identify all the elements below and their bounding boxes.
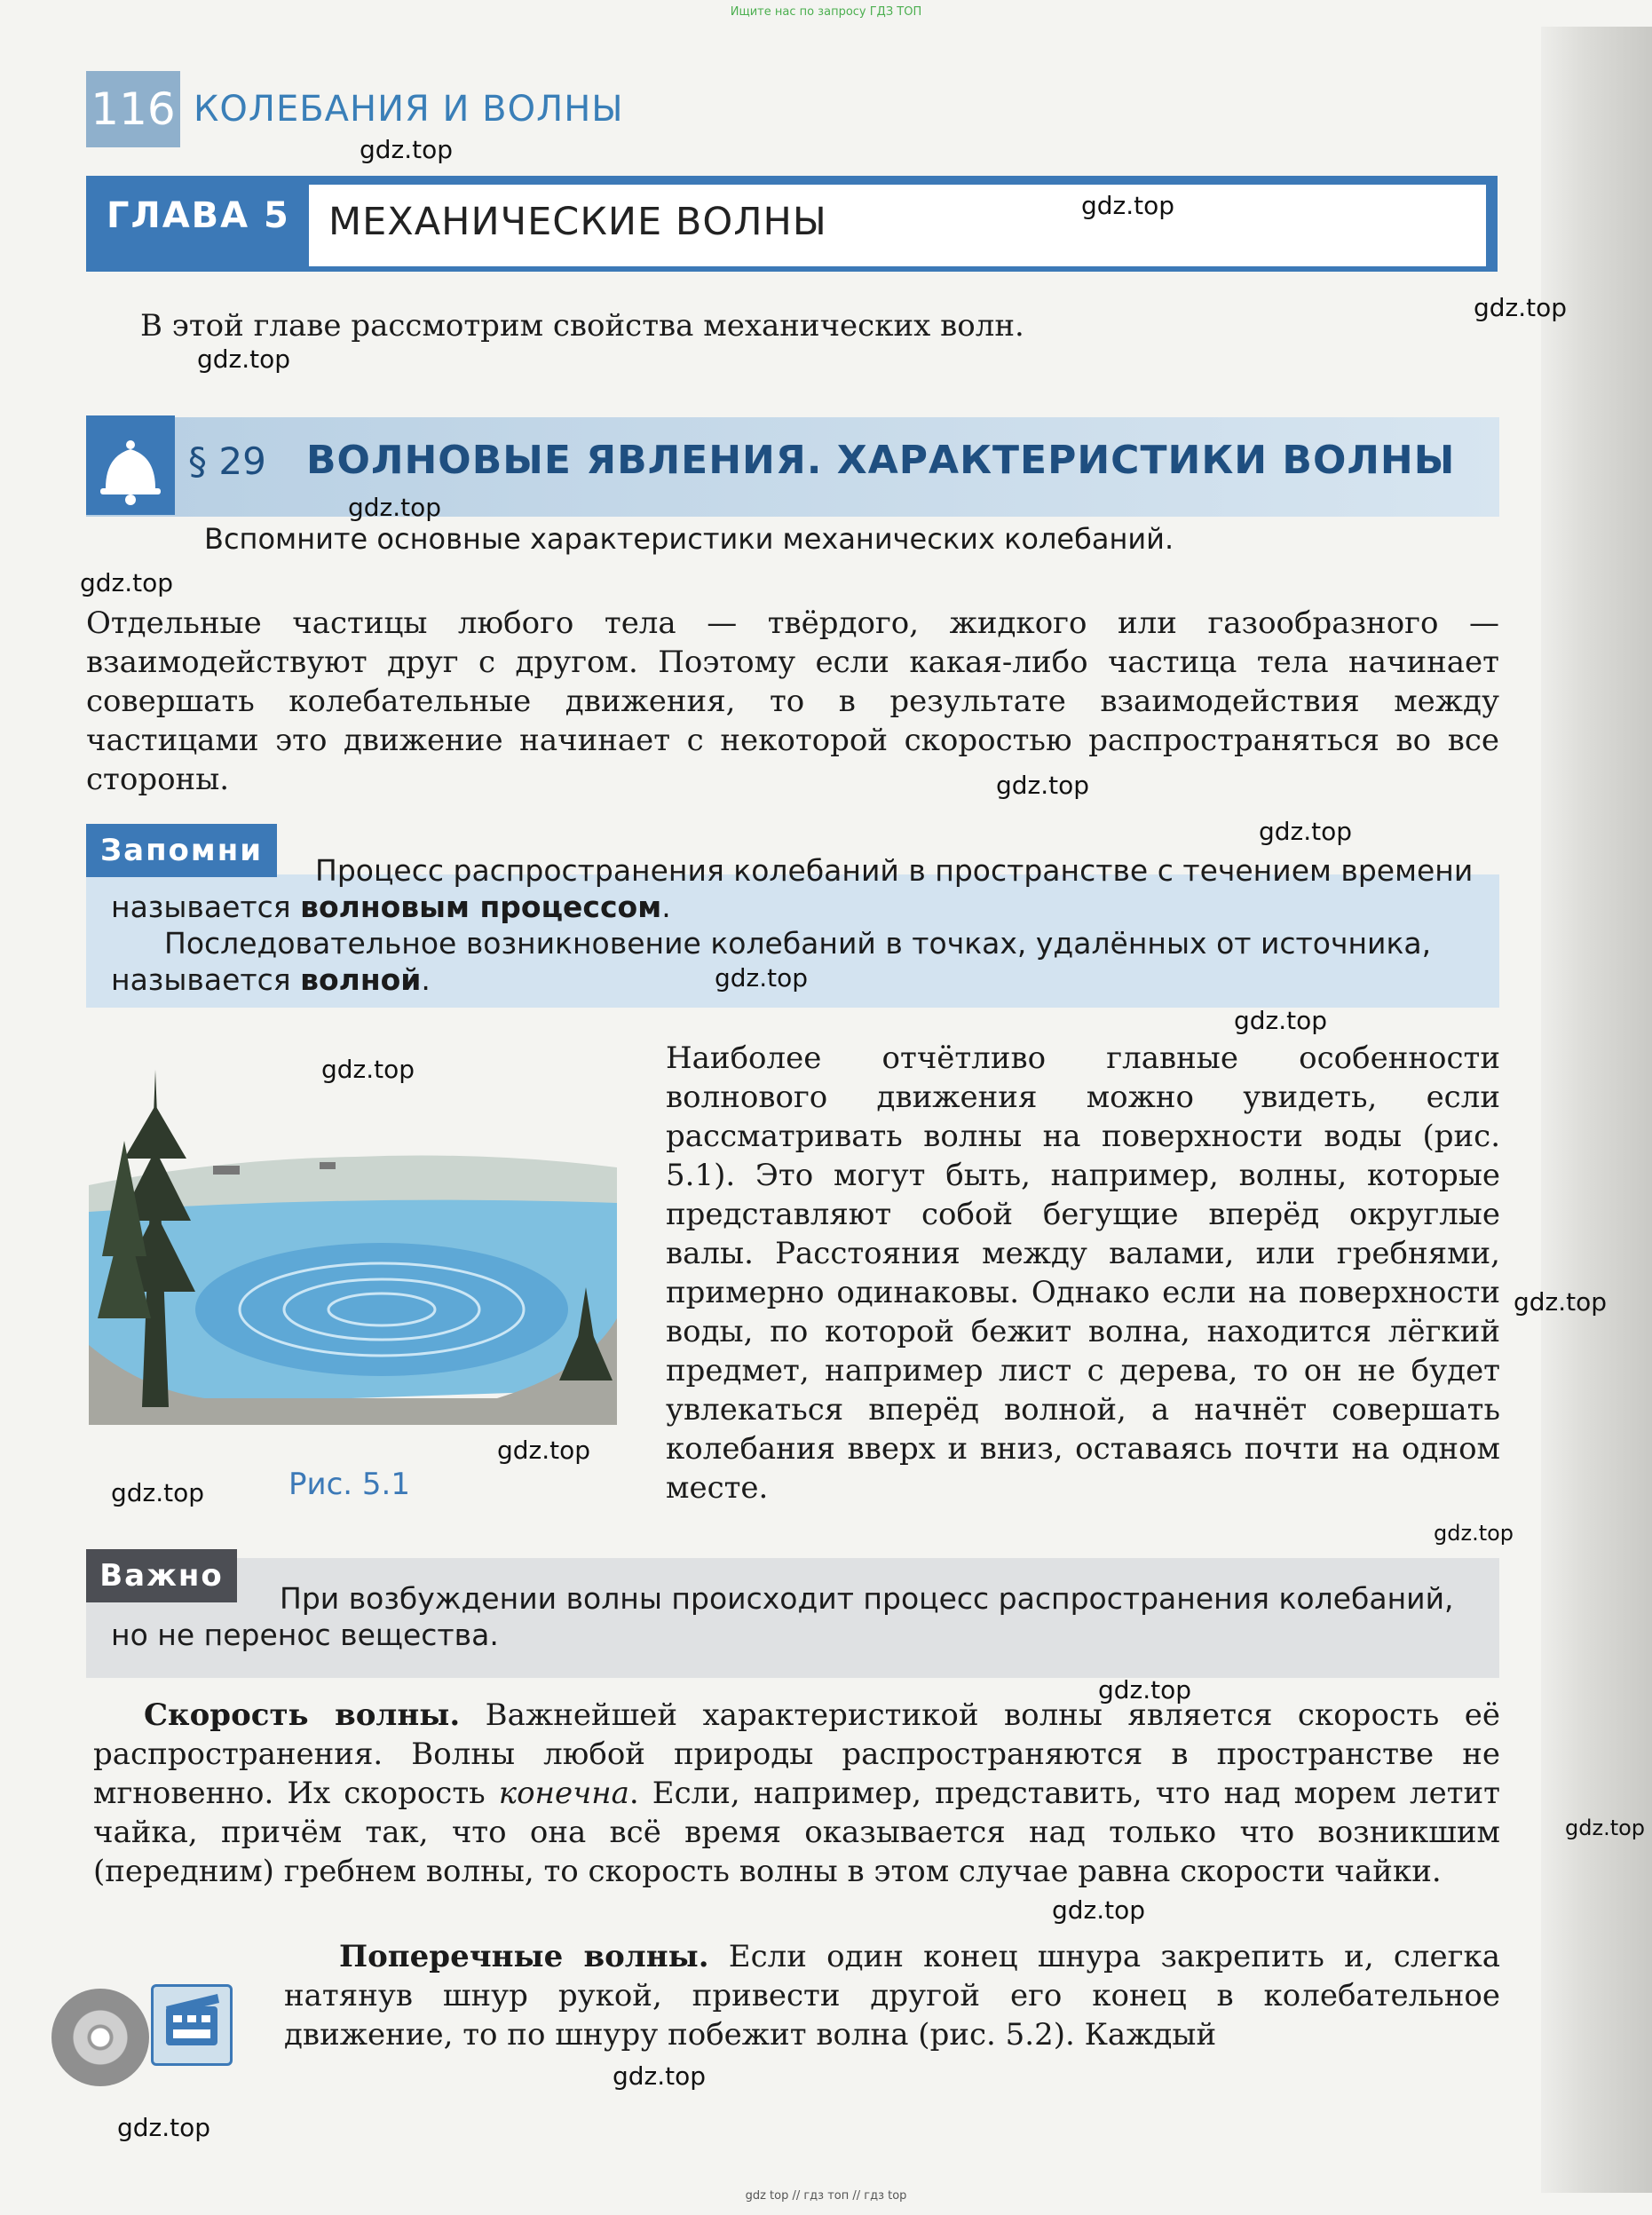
important-label: Важно <box>86 1549 237 1602</box>
section-number: § 29 <box>188 439 266 483</box>
chapter-title: МЕХАНИЧЕСКИЕ ВОЛНЫ <box>328 200 827 244</box>
watermark: gdz.top <box>1098 1675 1192 1705</box>
watermark: gdz.top <box>197 344 291 374</box>
paragraph-transverse-waves <box>284 1937 1500 2054</box>
page-gutter-shadow <box>1541 27 1652 2193</box>
important-text: При возбуждении волны происходит процесс распространения колебаний, но не перенос вещества. <box>111 1581 1454 1652</box>
watermark: gdz.top <box>1514 1287 1608 1317</box>
remember-text-2: Последовательное возникновение колебаний в точках, удалённых от источника, называется <box>111 926 1432 997</box>
paragraph-wave-speed <box>93 1696 1500 1891</box>
watermark: gdz.top <box>360 135 454 164</box>
section-title: ВОЛНОВЫЕ ЯВЛЕНИЯ. ХАРАКТЕРИСТИКИ ВОЛНЫ <box>306 438 1456 483</box>
watermark: gdz.top <box>715 963 809 993</box>
figure-caption: Рис. 5.1 <box>289 1467 410 1502</box>
watermark: gdz.top <box>613 2061 707 2091</box>
watermark: gdz.top <box>1052 1895 1146 1925</box>
remember-text-1-end: . <box>661 890 671 924</box>
term-wave: волной <box>300 962 422 997</box>
watermark: gdz.top <box>321 1055 415 1084</box>
remember-label: Запомни <box>86 824 277 877</box>
watermark: gdz.top <box>111 1478 205 1507</box>
watermark: gdz.top <box>348 493 442 522</box>
paragraph-particles: Отдельные частицы любого тела — твёрдого, жидкого или газообразного — взаимодействуют друг с другом. Поэтому если какая-либо частица тела начинает совершать колебательные движения, то в результате взаимодействия между частицами это движение начинает с некоторой скоростью распространяться во все стороны. <box>86 605 1499 797</box>
term-wave-process: волновым процессом <box>300 890 662 924</box>
speed-italic: конечна <box>498 1776 629 1811</box>
watermark: gdz.top <box>1081 191 1175 220</box>
watermark: gdz.top <box>1259 817 1353 846</box>
bottom-note: gdz top // гдз топ // гдз top <box>745 2189 907 2203</box>
paragraph-water-waves: Наиболее отчётливо главные особенности волнового движения можно увидеть, если рассматривать волны на поверхности воды (рис. 5.1). Это могут быть, например, волны, которые представляют собой бегущие вперёд округлые валы. Расстояния между валами, или гребнями, примерно одинаковы. Однако если на поверхности воды, по которой бежит волна, находится лёгкий предмет, например лист с дерева, то он не будет увлекаться вперёд волной, а начнёт совершать колебания вверх и вниз, оставаясь почти на одном месте. <box>666 1040 1500 1506</box>
intro-text: В этой главе рассмотрим свойства механических волн. <box>140 308 1024 344</box>
film-icon <box>151 1984 233 2066</box>
watermark: gdz.top <box>80 568 174 597</box>
page-number: 116 <box>86 71 180 147</box>
watermark: gdz.top <box>117 2113 211 2142</box>
transverse-text: Если один конец шнура закрепить и, слегка натянув шнур рукой, привести другой его конец в колебательное движение, то по шнуру побежит волна (рис. 5.2). Каждый <box>284 1939 1500 2053</box>
chapter-label: ГЛАВА 5 <box>107 195 290 236</box>
remember-definition-wave-process <box>111 852 1478 925</box>
recall-question: Вспомните основные характеристики механических колебаний. <box>204 522 1174 556</box>
running-header: КОЛЕБАНИЯ И ВОЛНЫ <box>194 89 624 130</box>
watermark: gdz.top <box>1234 1006 1328 1035</box>
watermark: gdz.top <box>497 1436 591 1465</box>
watermark: gdz.top <box>1565 1816 1646 1840</box>
watermark: gdz.top <box>996 771 1090 800</box>
cd-icon <box>51 1989 149 2086</box>
speed-text-b: . Если, например, представить, что над морем летит чайка, причём так, что она всё время оказывается над только что возникшим (передним) гребнем волны, то скорость волны в этом случае равна скорости чайки. <box>93 1776 1500 1889</box>
watermark: gdz.top <box>1434 1521 1514 1546</box>
top-note: Ищите нас по запросу ГДЗ ТОП <box>730 5 922 19</box>
figure-lake-waves <box>89 1052 617 1425</box>
watermark: gdz.top <box>1474 293 1568 322</box>
transverse-heading: Поперечные волны. <box>339 1939 709 1974</box>
remember-text-2-end: . <box>421 962 431 997</box>
bell-icon <box>86 415 175 515</box>
speed-heading: Скорость волны. <box>144 1697 461 1733</box>
speed-text-a: Важнейшей характеристикой волны является скорость её распространения. Волны любой природы распространяются в пространстве не мгновенно. Их скорость <box>93 1697 1500 1811</box>
remember-text-1: Процесс распространения колебаний в пространстве с течением времени называется <box>111 853 1474 924</box>
